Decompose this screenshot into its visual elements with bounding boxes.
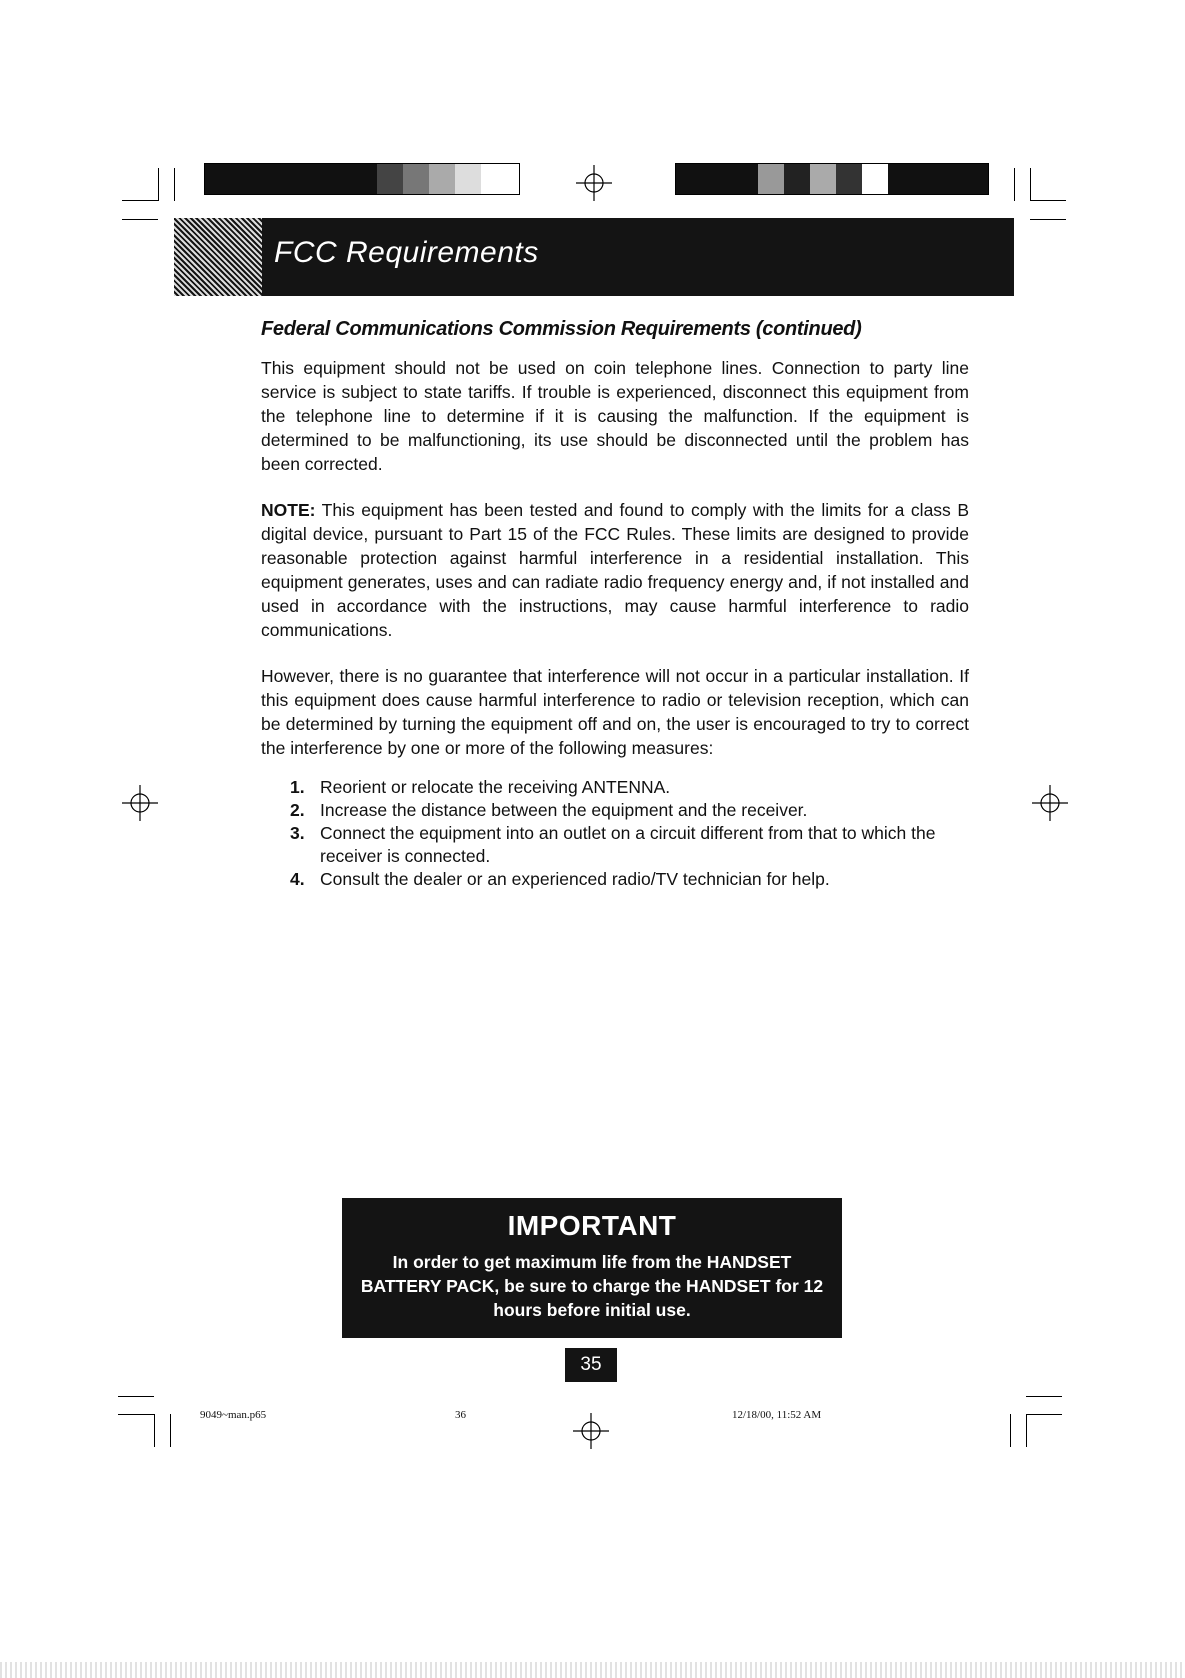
note-text: This equipment has been tested and found to comply with the limits for a class B digital device, pursuant to Part 15 of the FCC Rules. These limits are designed to provide reasonable protection against harmful interference in a residential installation. This equipment generates, uses and can radiate radio frequency energy and, if not installed and used in accordance with the instructions, may cause harmful interference to radio communications. [261,500,969,640]
list-item-number: 1. [290,777,305,797]
registration-bar-left [204,163,520,195]
crop-mark-top-right-v [1014,168,1015,201]
list-item [290,822,970,868]
header-pattern [174,218,262,296]
list-item-number: 2. [290,800,305,820]
crop-mark-top-right-v2 [1030,168,1031,201]
crop-mark-top-right-h2 [1030,219,1066,220]
paragraph-note [261,498,969,642]
crop-mark-top-left-h2 [122,219,158,220]
list-item-number: 4. [290,869,305,889]
list-item-text: Connect the equipment into an outlet on a circuit different from that to which the receiver is connected. [320,823,936,866]
paragraph-interference: However, there is no guarantee that interference will not occur in a particular installation. If this equipment does cause harmful interference to radio or television reception, which can be determined by turning the equipment off and on, the user is encouraged to try to correct the interference by one or more of the following measures: [261,666,969,758]
crop-mark-bottom-right-h2 [1026,1414,1062,1415]
list-item-text: Increase the distance between the equipment and the receiver. [320,800,808,820]
scan-noise-strip [0,1662,1185,1678]
footer-timestamp: 12/18/00, 11:52 AM [732,1409,822,1421]
section-heading: Federal Communications Commission Requirements (continued) [261,318,862,340]
footer-filename: 9049~man.p65 [200,1409,267,1421]
important-text: In order to get maximum life from the HANDSET BATTERY PACK, be sure to charge the HANDSET for 12 hours before initial use. [360,1252,824,1320]
crop-mark-bottom-right-v2 [1026,1414,1027,1447]
registration-mark-right [1032,785,1068,821]
crop-mark-top-left-v [158,168,159,201]
registration-bar-right [675,163,989,195]
important-notice [342,1198,842,1338]
section-header-band [174,218,1014,296]
crop-mark-bottom-left-h [118,1396,154,1397]
important-title: IMPORTANT [507,1210,677,1241]
registration-mark-top [576,165,612,201]
list-item [290,776,970,799]
footer-sheet-number: 36 [455,1409,466,1421]
list-item-text: Reorient or relocate the receiving ANTENNA. [320,777,671,797]
crop-mark-bottom-right-h [1026,1396,1062,1397]
crop-mark-bottom-left-v [154,1414,155,1447]
registration-mark-left [122,785,158,821]
list-item [290,799,970,822]
crop-mark-bottom-left-h2 [118,1414,154,1415]
note-label: NOTE: [261,500,316,520]
page-number: 35 [565,1348,617,1382]
list-item [290,868,970,891]
crop-mark-top-right-h [1030,200,1066,201]
measures-list [290,776,970,891]
crop-mark-bottom-right-v [1010,1414,1011,1447]
list-item-number: 3. [290,823,305,843]
crop-mark-top-left-v2 [174,168,175,201]
crop-mark-bottom-left-v2 [170,1414,171,1447]
page-title: FCC Requirements [274,236,539,269]
paragraph-coin-lines: This equipment should not be used on coin telephone lines. Connection to party line service is subject to state tariffs. If trouble is experienced, disconnect this equipment from the telephone line to determine if it is causing the malfunction. If the equipment is determined to be malfunctioning, its use should be disconnected until the problem has been corrected. [261,358,969,474]
list-item-text: Consult the dealer or an experienced radio/TV technician for help. [320,869,830,889]
crop-mark-top-left-h [122,200,158,201]
registration-mark-bottom [573,1413,609,1449]
